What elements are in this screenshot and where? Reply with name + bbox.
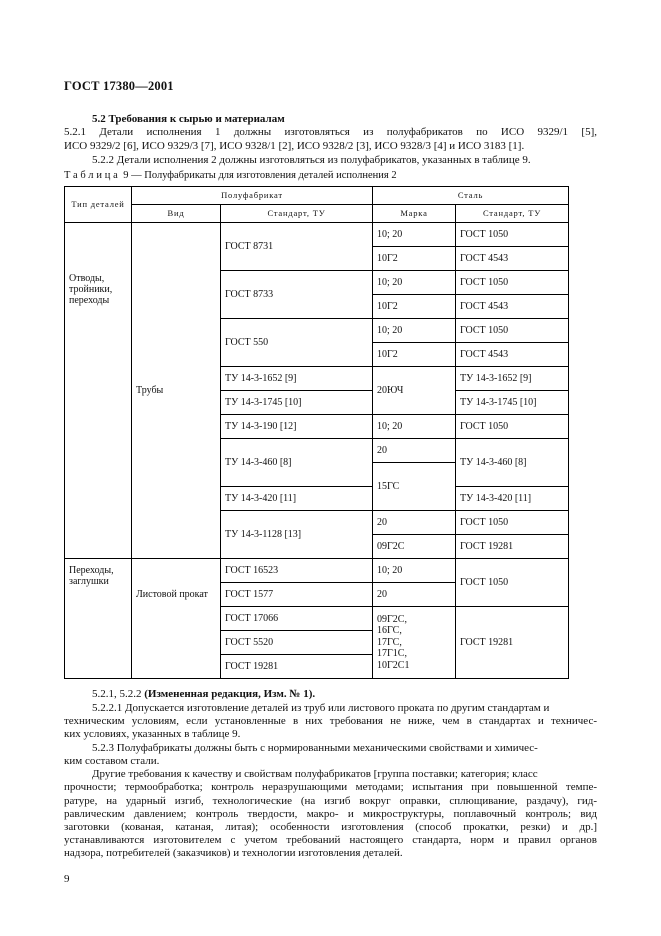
grade-cell-list: 09Г2С, 16ГС, 17ГС, 17Г1С, 10Г2С1 — [373, 607, 456, 679]
paragraph-other-line-1: Другие требования к качеству и свойствам полуфабрикатов [группа поставки; категория; класс — [92, 768, 538, 780]
header-semi-product: Полуфабрикат — [132, 187, 373, 205]
paragraph-other-line-7: надзора, потребителей (заказчиков) и технологии изготовления деталей. — [64, 847, 403, 859]
std-cell: ТУ 14-3-420 [11] — [221, 487, 373, 511]
std-cell: ГОСТ 19281 — [221, 655, 373, 679]
grade-cell: 20 — [373, 439, 456, 463]
paragraph-5-2-2-1-line-2: техническим условиям, если установленные в них требования не ниже, чем в стандартах и техничес- — [64, 715, 597, 727]
grade-cell: 20ЮЧ — [373, 367, 456, 415]
paragraph-other-line-3: ратуре, на ударный изгиб, технологические (на изгиб вокруг оправки, сплющивание, раздачу), гид- — [64, 795, 597, 807]
paragraph-other-line-2: прочности; термообработка; контроль неразрушающими методами; испытания при повышенной темпе- — [64, 781, 597, 793]
steel-std-cell: ГОСТ 1050 — [456, 415, 569, 439]
header-standard: Стандарт, ТУ — [221, 205, 373, 223]
change-note-ref: 5.2.1, 5.2.2 — [92, 688, 142, 700]
grade-cell: 20 — [373, 511, 456, 535]
change-note-text: (Измененная редакция, Изм. № 1). — [144, 688, 316, 700]
std-cell: ГОСТ 17066 — [221, 607, 373, 631]
grade-cell: 20 — [373, 583, 456, 607]
table-caption — [64, 170, 397, 182]
steel-std-cell: ГОСТ 1050 — [456, 559, 569, 607]
std-cell: ТУ 14-3-1652 [9] — [221, 367, 373, 391]
grade-cell: 10; 20 — [373, 271, 456, 295]
steel-std-cell: ГОСТ 1050 — [456, 271, 569, 295]
paragraph-5-2-1-line-2: ИСО 9329/2 [6], ИСО 9329/3 [7], ИСО 9328/1 [2], ИСО 9328/2 [3], ИСО 9328/3 [4] и ИСО 3183 [1]. — [64, 140, 525, 152]
paragraph-5-2-1-line-1: 5.2.1 Детали исполнения 1 должны изготовляться из полуфабрикатов по ИСО 9329/1 [5], — [64, 126, 597, 138]
std-cell: ТУ 14-3-1128 [13] — [221, 511, 373, 559]
steel-std-cell: ТУ 14-3-1652 [9] — [456, 367, 569, 391]
grade-cell: 10Г2 — [373, 295, 456, 319]
std-cell: ТУ 14-3-460 [8] — [221, 439, 373, 487]
table-9 — [64, 186, 569, 679]
grade-cell: 10Г2 — [373, 247, 456, 271]
steel-std-cell: ГОСТ 4543 — [456, 247, 569, 271]
std-cell: ГОСТ 1577 — [221, 583, 373, 607]
grade-cell: 15ГС — [373, 463, 456, 511]
paragraph-5-2-3-line-2: ким составом стали. — [64, 755, 160, 767]
steel-std-cell: ТУ 14-3-420 [11] — [456, 487, 569, 511]
steel-std-cell: ГОСТ 19281 — [456, 535, 569, 559]
paragraph-5-2-2-1-line-1: 5.2.2.1 Допускается изготовление деталей из труб или листового проката по другим стандартам и — [92, 702, 550, 714]
header-steel: Сталь — [373, 187, 569, 205]
grade-cell: 10; 20 — [373, 319, 456, 343]
grade-cell: 09Г2С — [373, 535, 456, 559]
grade-cell: 10; 20 — [373, 223, 456, 247]
kind-cell-pipes: Трубы — [132, 223, 221, 559]
grade-cell: 10; 20 — [373, 559, 456, 583]
document-header: ГОСТ 17380—2001 — [64, 79, 174, 93]
section-title: 5.2 Требования к сырью и материалам — [92, 113, 285, 125]
type-cell-group-1: Отводы, тройники, переходы — [65, 223, 132, 559]
header-steel-standard: Стандарт, ТУ — [456, 205, 569, 223]
std-cell: ГОСТ 550 — [221, 319, 373, 367]
std-cell: ТУ 14-3-190 [12] — [221, 415, 373, 439]
steel-std-cell: ГОСТ 1050 — [456, 511, 569, 535]
steel-std-cell: ГОСТ 1050 — [456, 319, 569, 343]
steel-std-cell: ГОСТ 1050 — [456, 223, 569, 247]
std-cell: ТУ 14-3-1745 [10] — [221, 391, 373, 415]
std-cell: ГОСТ 8733 — [221, 271, 373, 319]
kind-cell-sheet: Листовой прокат — [132, 559, 221, 679]
std-cell: ГОСТ 8731 — [221, 223, 373, 271]
paragraph-other-line-6: устанавливаются изготовителем с учетом требований настоящего стандарта, норм и правил органов — [64, 834, 597, 846]
grade-cell: 10Г2 — [373, 343, 456, 367]
header-grade: Марка — [373, 205, 456, 223]
steel-std-cell: ГОСТ 19281 — [456, 607, 569, 679]
table-caption-word: Таблица — [64, 170, 121, 181]
paragraph-other-line-5: заготовки (кованая, катаная, литая); особенности изготовления (способ прокатки, резки) и др.] — [64, 821, 597, 833]
steel-std-cell: ТУ 14-3-460 [8] — [456, 439, 569, 487]
paragraph-5-2-2: 5.2.2 Детали исполнения 2 должны изготовляться из полуфабрикатов, указанных в таблице 9. — [92, 154, 531, 166]
steel-std-cell: ГОСТ 4543 — [456, 295, 569, 319]
std-cell: ГОСТ 5520 — [221, 631, 373, 655]
type-cell-group-2: Переходы, заглушки — [65, 559, 132, 679]
steel-std-cell: ТУ 14-3-1745 [10] — [456, 391, 569, 415]
paragraph-5-2-3-line-1: 5.2.3 Полуфабрикаты должны быть с нормированными механическими свойствами и химичес- — [92, 742, 538, 754]
steel-std-cell: ГОСТ 4543 — [456, 343, 569, 367]
page-number: 9 — [64, 873, 70, 885]
paragraph-5-2-2-1-line-3: ких условиях, указанных в таблице 9. — [64, 728, 241, 740]
header-type: Тип деталей — [65, 187, 132, 223]
grade-cell: 10; 20 — [373, 415, 456, 439]
std-cell: ГОСТ 16523 — [221, 559, 373, 583]
change-note — [92, 688, 315, 701]
header-kind: Вид — [132, 205, 221, 223]
table-caption-text: 9 — Полуфабрикаты для изготовления деталей исполнения 2 — [123, 170, 397, 181]
paragraph-other-line-4: равлическим давлением; контроль твердости, макро- и микроструктуры, поплавочный контроль; вид — [64, 808, 597, 820]
